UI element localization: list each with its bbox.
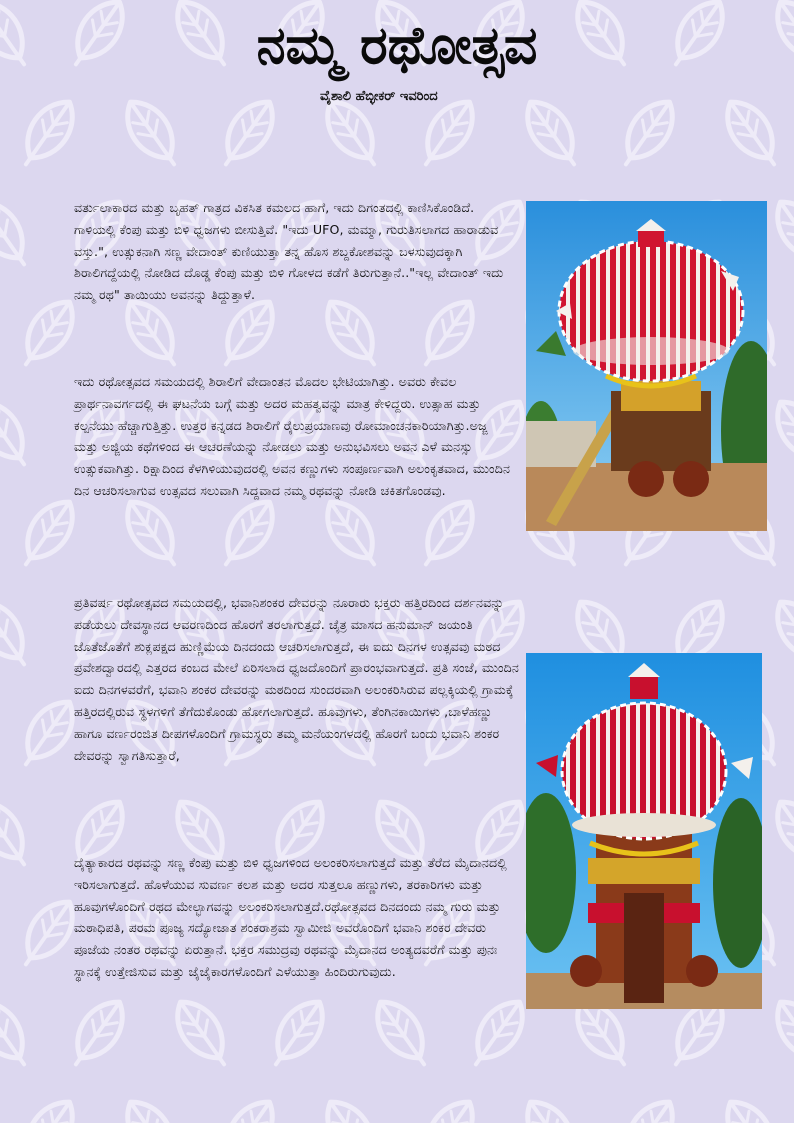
chariot-photo-side xyxy=(526,201,767,531)
paragraph-2: ಇದು ರಥೋತ್ಸವದ ಸಮಯದಲ್ಲಿ ಶಿರಾಲಿಗೆ ವೇದಾಂತನ ಮೊದಲ ಭೇಟಿಯಾಗಿತ್ತು. ಅವರು ಕೇವಲ ಪ್ರಾರ್ಥನಾವರ್ಗದಲ್ಲಿ ಈ ಘಟನೆಯ ಬಗ್ಗೆ ಮತ್ತು ಅದರ ಮಹತ್ವವನ್ನು ಮಾತ್ರ ಕೇಳಿದ್ದರು. ಉತ್ಸಾಹ ಮತ್ತು ಕಲ್ಪನೆಯು ಹೆಚ್ಚಾಗುತ್ತಿತ್ತು. ಉತ್ತರ ಕನ್ನಡದ ಶಿರಾಲಿಗೆ ರೈಲುಪ್ರಯಾಣವು ರೋಮಾಂಚನಕಾರಿಯಾಗಿತ್ತು.ಅಜ್ಜ ಮತ್ತು ಅಜ್ಜಿಯ ಕಥೆಗಳಿಂದ ಈ ಆಚರಣೆಯನ್ನು ನೋಡಲು ಮತ್ತು ಅನುಭವಿಸಲು ಅವನ ಎಳೆ ಮನಸ್ಸು ಉತ್ಸುಕವಾಗಿತ್ತು. ರಿಕ್ಷಾದಿಂದ ಕೆಳಗಿಳಿಯುವುದರಲ್ಲಿ ಅವನ ಕಣ್ಣುಗಳು ಸಂಪೂರ್ಣವಾಗಿ ಅಲಂಕೃತವಾದ, ಮುಂದಿನ ದಿನ ಆಚರಿಸಲಾಗುವ ಉತ್ಸವದ ಸಲುವಾಗಿ ಸಿದ್ದವಾದ ನಮ್ಮ ರಥವನ್ನು ನೋಡಿ ಚಕಿತಗೊಂಡವು. xyxy=(74,374,511,498)
author-byline: ವೈಶಾಲಿ ಹೆಬ್ಳೀಕರ್ ಇವರಿಂದ xyxy=(320,89,438,104)
paragraph-3: ಪ್ರತಿವರ್ಷ ರಥೋತ್ಸವದ ಸಮಯದಲ್ಲಿ, ಭವಾನಿಶಂಕರ ದೇವರನ್ನು ನೂರಾರು ಭಕ್ತರು ಹತ್ತಿರದಿಂದ ದರ್ಶನವನ್ನು ಪಡೆಯಲು ದೇವಸ್ಥಾನದ ಆವರಣದಿಂದ ಹೊರಗೆ ತರಲಾಗುತ್ತದೆ. ಚೈತ್ರ ಮಾಸದ ಹನುಮಾನ್ ಜಯಂತಿ ಜೊತೆಜೊತೆಗೆ ಶುಕ್ಲಪಕ್ಷದ ಹುಣ್ಣಿಮೆಯ ದಿನದಂದು ಆಚರಿಸಲಾಗುತ್ತದೆ, ಈ ಐದು ದಿನಗಳ ಉತ್ಸವವು ಮಠದ ಪ್ರವೇಶದ್ವಾರದಲ್ಲಿ ಎತ್ತರದ ಕಂಬದ ಮೇಲೆ ಏರಿಸಲಾದ ಧ್ವಜದೊಂದಿಗೆ ಪ್ರಾರಂಭವಾಗುತ್ತದೆ. ಪ್ರತಿ ಸಂಜೆ, ಮುಂದಿನ ಐದು ದಿನಗಳವರೆಗೆ, ಭವಾನಿ ಶಂಕರ ದೇವರನ್ನು ಮಠದಿಂದ ಸುಂದರವಾಗಿ ಅಲಂಕರಿಸಿರುವ ಪಲ್ಲಕ್ಕಿಯಲ್ಲಿ ಗ್ರಾಮಕ್ಕೆ ಹತ್ತಿರದಲ್ಲಿರುವ ಸ್ಥಳಗಳಿಗೆ ತೆಗೆದುಕೊಂಡು ಹೋಗಲಾಗುತ್ತದೆ. ಹೂವುಗಳು, ತೆಂಗಿನಕಾಯಿಗಳು ,ಬಾಳೆಹಣ್ಣು ಹಾಗೂ ವರ್ಣರಂಜಿತ ದೀಪಗಳೊಂದಿಗೆ ಗ್ರಾಮಸ್ಥರು ತಮ್ಮ ಮನೆಯಂಗಳದಲ್ಲಿ ಹೊರಗೆ ಬಂದು ಭವಾನಿ ಶಂಕರ ದೇವರನ್ನು ಸ್ವಾಗತಿಸುತ್ತಾರೆ, xyxy=(74,595,519,763)
paragraph-1: ವರ್ತುಲಾಕಾರದ ಮತ್ತು ಬೃಹತ್ ಗಾತ್ರದ ವಿಕಸಿತ ಕಮಲದ ಹಾಗೆ, ಇದು ದಿಗಂತದಲ್ಲಿ ಕಾಣಿಸಿಕೊಂಡಿದೆ. ಗಾಳಿಯಲ್ಲಿ ಕೆಂಪು ಮತ್ತು ಬಿಳಿ ಧ್ವಜಗಳು ಬೀಸುತ್ತಿವೆ. "ಇದು UFO, ಮಮ್ಮಾ, ಗುರುತಿಸಲಾಗದ ಹಾರಾಡುವ ವಸ್ತು.", ಉತ್ಸುಕನಾಗಿ ಸಣ್ಣ ವೇದಾಂತ್ ಕುಣಿಯುತ್ತಾ ತನ್ನ ಹೊಸ ಶಬ್ದಕೋಶವನ್ನು ಬಳಸುವುದಕ್ಕಾಗಿ ಶಿರಾಲಿಗದ್ದೆಯಲ್ಲಿ ನೋಡಿದ ದೊಡ್ಡ ಕೆಂಪು ಮತ್ತು ಬಿಳಿ ಗೋಳದ ಕಡೆಗೆ ತಿರುಗುತ್ತಾನೆ.."ಇಲ್ಲ ವೇದಾಂತ್ ಇದು ನಮ್ಮ ರಥ" ತಾಯಿಯು ಅವನನ್ನು ತಿದ್ದುತ್ತಾಳೆ. xyxy=(74,200,504,303)
article-title: ನಮ್ಮ ರಥೋತ್ಸವ xyxy=(256,16,538,76)
chariot-photo-front xyxy=(526,653,762,1009)
paragraph-4: ದೈತ್ಯಾಕಾರದ ರಥವನ್ನು ಸಣ್ಣ ಕೆಂಪು ಮತ್ತು ಬಿಳಿ ಧ್ವಜಗಳಿಂದ ಅಲಂಕರಿಸಲಾಗುತ್ತದೆ ಮತ್ತು ತೆರೆದ ಮೈದಾನದಲ್ಲಿ ಇರಿಸಲಾಗುತ್ತದೆ. ಹೊಳೆಯುವ ಸುವರ್ಣ ಕಲಶ ಮತ್ತು ಅದರ ಸುತ್ತಲೂ ಹಣ್ಣುಗಳು, ತರಕಾರಿಗಳು ಮತ್ತು ಹೂವುಗಳೊಂದಿಗೆ ರಥದ ಮೇಲ್ಭಾಗವನ್ನು ಅಲಂಕರಿಸಲಾಗುತ್ತದೆ.ರಥೋತ್ಸವದ ದಿನದಂದು ನಮ್ಮ ಗುರು ಮತ್ತು ಮಠಾಧಿಪತಿ, ಪರಮ ಪೂಜ್ಯ ಸದ್ಯೋಜಾತ ಶಂಕರಾಶ್ರಮ ಸ್ವಾಮೀಜಿ ಅವರೊಂದಿಗೆ ಭವಾನಿ ಶಂಕರ ದೇವರು ಪೂಜೆಯ ನಂತರ ರಥವನ್ನು ಏರುತ್ತಾನೆ. ಭಕ್ತರ ಸಮುದ್ರವು ರಥವನ್ನು ಮೈದಾನದ ಅಂತ್ಯದವರೆಗೆ ಮತ್ತು ಪುನಃ ಸ್ಥಾನಕ್ಕೆ ಉತ್ತೇಜಿಸುವ ಮತ್ತು ಜೈಜೈಕಾರಗಳೊಂದಿಗೆ ಎಳೆಯುತ್ತಾ ಹಿಂದಿರುಗುವುದು. xyxy=(74,855,507,979)
